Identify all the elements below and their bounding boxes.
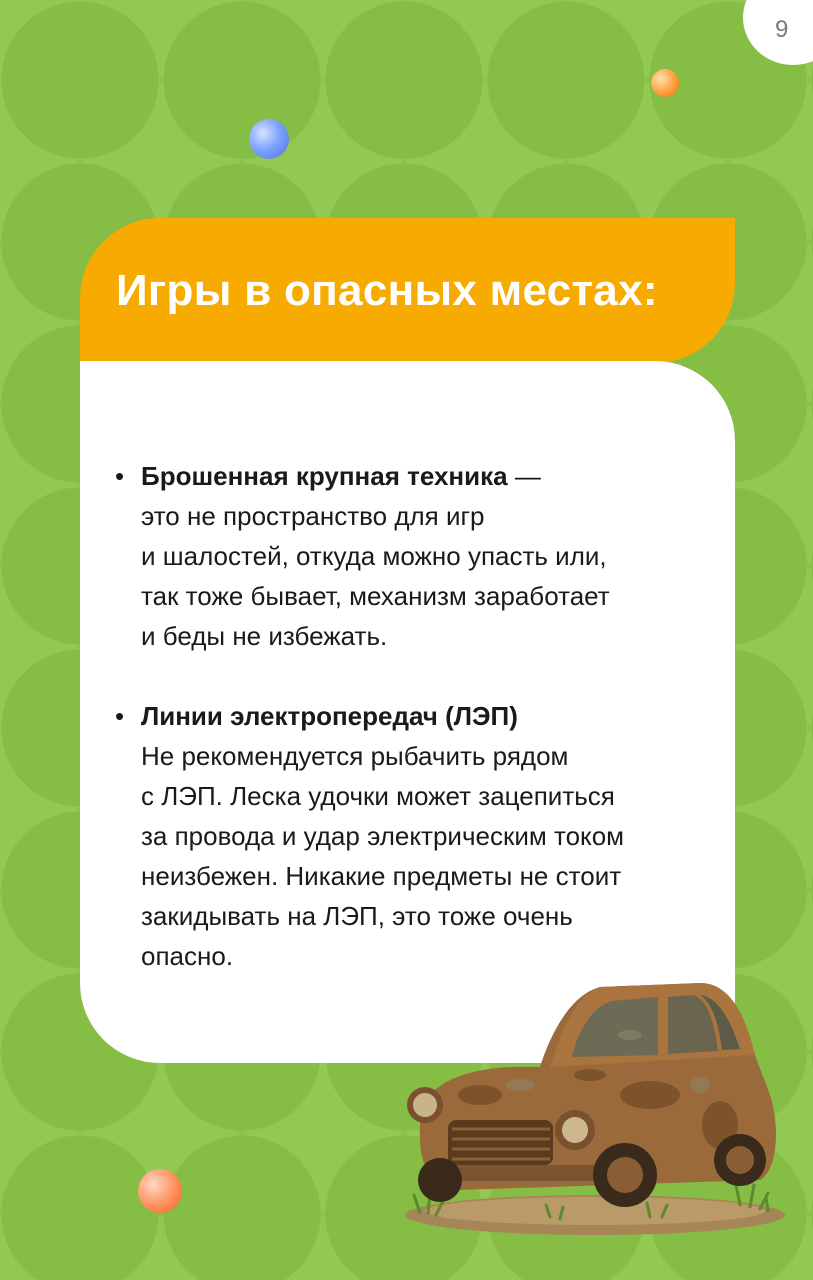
item-text-line: неизбежен. Никакие предметы не стоит <box>141 861 622 891</box>
item-text-line: это не пространство для игр <box>141 501 485 531</box>
item-text-line: опасно. <box>141 941 234 971</box>
list-item-abandoned-machinery <box>115 456 715 656</box>
item-heading <box>141 696 715 736</box>
card-title: Игры в опасных местах: <box>116 266 658 315</box>
hazard-list <box>115 456 715 976</box>
item-text-line: и шалостей, откуда можно упасть или, <box>141 541 607 571</box>
decorative-blue-ball <box>249 119 289 159</box>
info-card <box>80 218 735 1063</box>
bullet-icon: • <box>115 701 125 731</box>
decorative-orange-ball <box>651 69 679 97</box>
item-text-line: и беды не избежать. <box>141 621 388 651</box>
list-item-power-lines <box>115 696 715 976</box>
page-number: 9 <box>775 16 789 43</box>
item-text-line: Не рекомендуется рыбачить рядом <box>141 741 569 771</box>
page-number-badge <box>743 0 813 65</box>
bullet-icon: • <box>115 461 125 491</box>
item-title: Брошенная крупная техника <box>141 461 508 491</box>
item-text-line: за провода и удар электрическим током <box>141 821 625 851</box>
card-header <box>80 218 735 363</box>
item-text-line: так тоже бывает, механизм заработает <box>141 581 610 611</box>
item-title-suffix: — <box>507 461 541 491</box>
decorative-peach-ball <box>138 1169 182 1213</box>
card-body <box>80 361 735 1063</box>
item-heading <box>141 456 715 496</box>
rusty-car-illustration <box>400 975 790 1237</box>
item-text-line: с ЛЭП. Леска удочки может зацепиться <box>141 781 615 811</box>
item-text-line: закидывать на ЛЭП, это тоже очень <box>141 901 573 931</box>
item-title: Линии электропередач (ЛЭП) <box>141 701 518 731</box>
